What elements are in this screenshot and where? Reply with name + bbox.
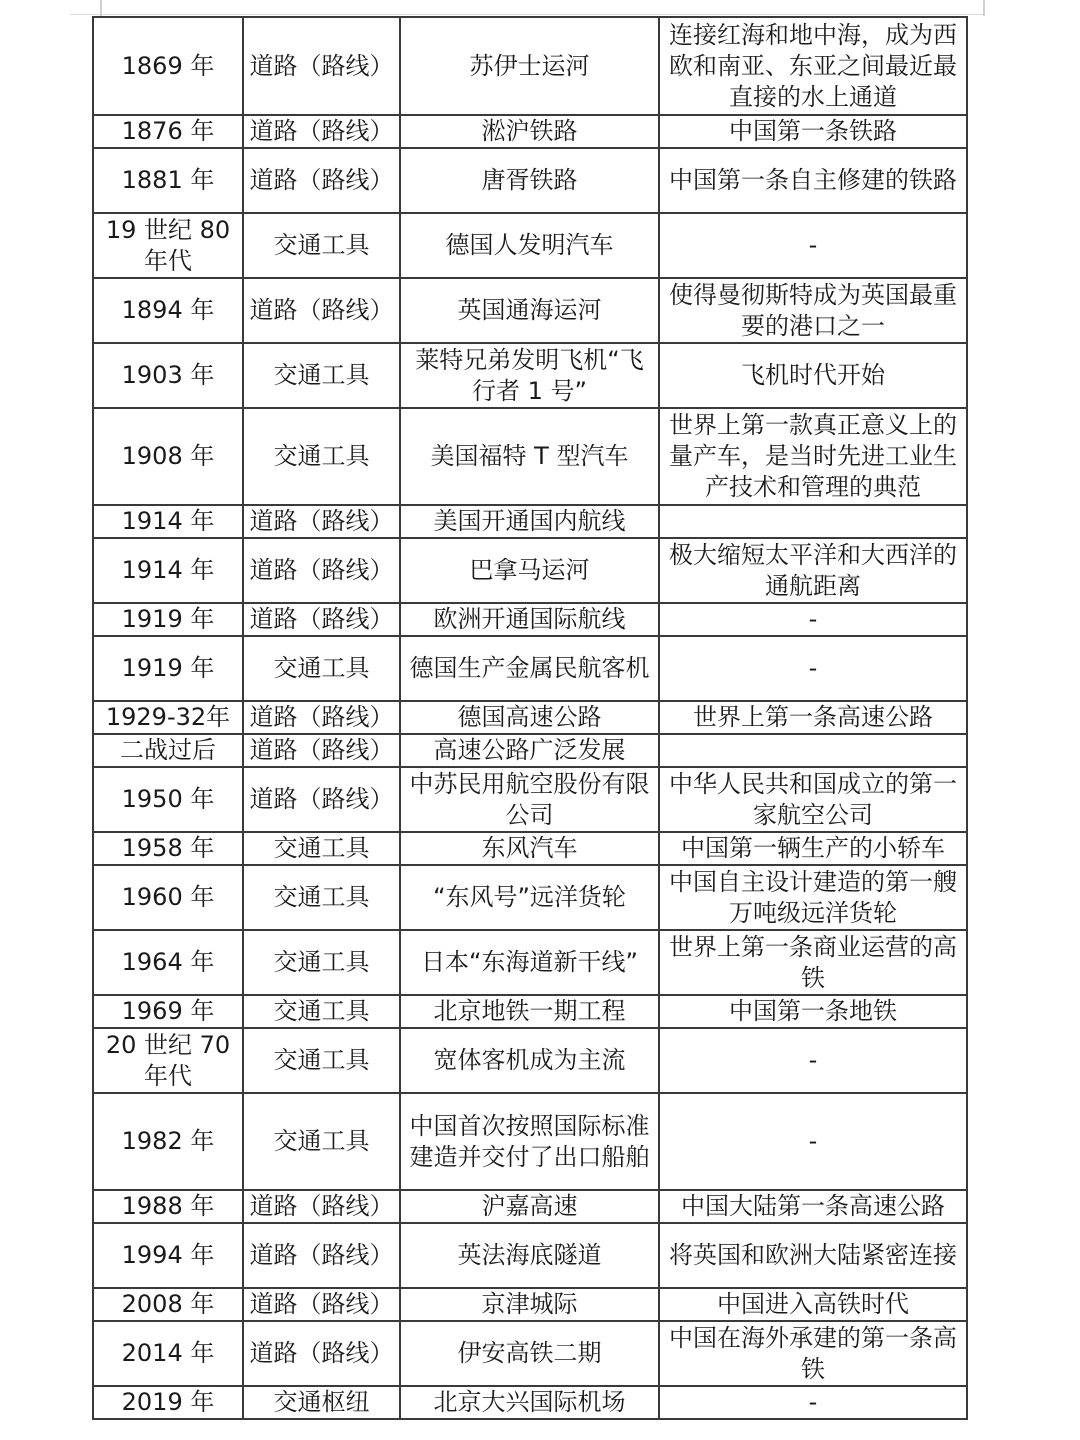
table-row (93, 734, 967, 767)
note-cell: 世界上第一款真正意义上的量产车，是当时先进工业生产技术和管理的典范 (659, 408, 967, 505)
year-cell: 2014 年 (93, 1321, 243, 1386)
note-cell: - (659, 1386, 967, 1419)
item-cell: 东风汽车 (400, 832, 659, 865)
year-cell: 1919 年 (93, 603, 243, 636)
table-row (93, 148, 967, 213)
note-cell: 连接红海和地中海，成为西欧和南亚、东亚之间最近最直接的水上通道 (659, 17, 967, 115)
note-cell: 使得曼彻斯特成为英国最重要的港口之一 (659, 278, 967, 343)
note-cell: - (659, 603, 967, 636)
year-cell: 1988 年 (93, 1190, 243, 1223)
item-cell: 德国高速公路 (400, 701, 659, 734)
item-cell: 日本“东海道新干线” (400, 930, 659, 995)
category-cell: 道路（路线） (243, 278, 400, 343)
year-cell: 1929-32年 (93, 701, 243, 734)
item-cell: 唐胥铁路 (400, 148, 659, 213)
category-cell: 道路（路线） (243, 701, 400, 734)
note-cell: 飞机时代开始 (659, 343, 967, 408)
note-cell: 中国第一条自主修建的铁路 (659, 148, 967, 213)
item-cell: 京津城际 (400, 1288, 659, 1321)
table-row (93, 603, 967, 636)
category-cell: 交通工具 (243, 636, 400, 701)
note-cell (659, 505, 967, 538)
item-cell: 莱特兄弟发明飞机“飞行者 1 号” (400, 343, 659, 408)
item-cell: 中苏民用航空股份有限公司 (400, 767, 659, 832)
note-cell: 极大缩短太平洋和大西洋的通航距离 (659, 538, 967, 603)
category-cell: 交通枢纽 (243, 1386, 400, 1419)
year-cell: 1969 年 (93, 995, 243, 1028)
category-cell: 交通工具 (243, 865, 400, 930)
year-cell: 1919 年 (93, 636, 243, 701)
year-cell: 1960 年 (93, 865, 243, 930)
table-row (93, 1223, 967, 1288)
table-row (93, 115, 967, 148)
item-cell: 美国开通国内航线 (400, 505, 659, 538)
note-cell: 中国进入高铁时代 (659, 1288, 967, 1321)
note-cell: 中华人民共和国成立的第一家航空公司 (659, 767, 967, 832)
item-cell: 淞沪铁路 (400, 115, 659, 148)
year-cell: 1876 年 (93, 115, 243, 148)
category-cell: 交通工具 (243, 832, 400, 865)
page-right-edge (983, 0, 985, 16)
table-row (93, 1321, 967, 1386)
year-cell: 1881 年 (93, 148, 243, 213)
table-row (93, 1386, 967, 1419)
item-cell: 伊安高铁二期 (400, 1321, 659, 1386)
item-cell: 德国人发明汽车 (400, 213, 659, 278)
item-cell: 欧洲开通国际航线 (400, 603, 659, 636)
table-row (93, 278, 967, 343)
year-cell: 1894 年 (93, 278, 243, 343)
year-cell: 2008 年 (93, 1288, 243, 1321)
note-cell: 中国第一条地铁 (659, 995, 967, 1028)
item-cell: 沪嘉高速 (400, 1190, 659, 1223)
category-cell: 道路（路线） (243, 1288, 400, 1321)
category-cell: 道路（路线） (243, 148, 400, 213)
table-row (93, 865, 967, 930)
year-cell: 19 世纪 80 年代 (93, 213, 243, 278)
year-cell: 1964 年 (93, 930, 243, 995)
table-row (93, 538, 967, 603)
category-cell: 道路（路线） (243, 734, 400, 767)
category-cell: 道路（路线） (243, 767, 400, 832)
item-cell: 英法海底隧道 (400, 1223, 659, 1288)
item-cell: “东风号”远洋货轮 (400, 865, 659, 930)
year-cell: 二战过后 (93, 734, 243, 767)
page-top-edge (70, 14, 985, 15)
category-cell: 道路（路线） (243, 1223, 400, 1288)
year-cell: 1869 年 (93, 17, 243, 115)
year-cell: 2019 年 (93, 1386, 243, 1419)
item-cell: 苏伊士运河 (400, 17, 659, 115)
table-row (93, 1093, 967, 1190)
item-cell: 高速公路广泛发展 (400, 734, 659, 767)
table-row (93, 213, 967, 278)
item-cell: 德国生产金属民航客机 (400, 636, 659, 701)
year-cell: 1903 年 (93, 343, 243, 408)
table-row (93, 636, 967, 701)
note-cell: - (659, 1028, 967, 1093)
page-left-edge (100, 0, 102, 16)
year-cell: 1994 年 (93, 1223, 243, 1288)
category-cell: 交通工具 (243, 213, 400, 278)
year-cell: 20 世纪 70 年代 (93, 1028, 243, 1093)
item-cell: 英国通海运河 (400, 278, 659, 343)
table-row (93, 767, 967, 832)
table-row (93, 930, 967, 995)
item-cell: 宽体客机成为主流 (400, 1028, 659, 1093)
category-cell: 道路（路线） (243, 1190, 400, 1223)
note-cell: 中国第一辆生产的小轿车 (659, 832, 967, 865)
category-cell: 交通工具 (243, 995, 400, 1028)
item-cell: 北京地铁一期工程 (400, 995, 659, 1028)
note-cell: 世界上第一条高速公路 (659, 701, 967, 734)
year-cell: 1950 年 (93, 767, 243, 832)
item-cell: 中国首次按照国际标准建造并交付了出口船舶 (400, 1093, 659, 1190)
item-cell: 北京大兴国际机场 (400, 1386, 659, 1419)
category-cell: 道路（路线） (243, 505, 400, 538)
table-row (93, 995, 967, 1028)
table-row (93, 343, 967, 408)
table-row (93, 1028, 967, 1093)
item-cell: 巴拿马运河 (400, 538, 659, 603)
category-cell: 交通工具 (243, 408, 400, 505)
table-row (93, 701, 967, 734)
table-row (93, 17, 967, 115)
note-cell: 世界上第一条商业运营的高铁 (659, 930, 967, 995)
table-row (93, 832, 967, 865)
category-cell: 交通工具 (243, 1093, 400, 1190)
note-cell: 中国大陆第一条高速公路 (659, 1190, 967, 1223)
note-cell: 中国在海外承建的第一条高铁 (659, 1321, 967, 1386)
category-cell: 交通工具 (243, 343, 400, 408)
note-cell: 中国第一条铁路 (659, 115, 967, 148)
category-cell: 交通工具 (243, 1028, 400, 1093)
note-cell (659, 734, 967, 767)
table-row (93, 408, 967, 505)
transport-timeline-table (92, 16, 968, 1420)
note-cell: - (659, 636, 967, 701)
category-cell: 道路（路线） (243, 1321, 400, 1386)
year-cell: 1982 年 (93, 1093, 243, 1190)
note-cell: - (659, 1093, 967, 1190)
category-cell: 交通工具 (243, 930, 400, 995)
year-cell: 1914 年 (93, 538, 243, 603)
category-cell: 道路（路线） (243, 17, 400, 115)
table-row (93, 1288, 967, 1321)
year-cell: 1914 年 (93, 505, 243, 538)
note-cell: 中国自主设计建造的第一艘万吨级远洋货轮 (659, 865, 967, 930)
note-cell: - (659, 213, 967, 278)
year-cell: 1958 年 (93, 832, 243, 865)
table-row (93, 1190, 967, 1223)
table-row (93, 505, 967, 538)
year-cell: 1908 年 (93, 408, 243, 505)
table-body (93, 17, 967, 1419)
category-cell: 道路（路线） (243, 538, 400, 603)
item-cell: 美国福特 T 型汽车 (400, 408, 659, 505)
category-cell: 道路（路线） (243, 115, 400, 148)
note-cell: 将英国和欧洲大陆紧密连接 (659, 1223, 967, 1288)
category-cell: 道路（路线） (243, 603, 400, 636)
